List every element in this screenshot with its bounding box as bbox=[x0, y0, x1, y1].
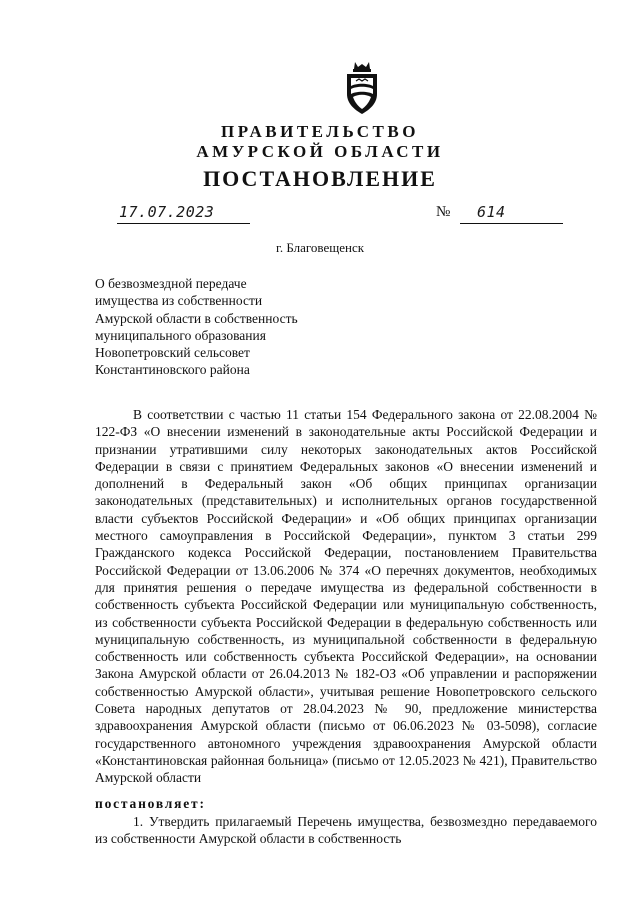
item-1-text: 1. Утвердить прилагаемый Перечень имущества, безвозмездно передаваемого из собственности Амурской области в собственность bbox=[95, 814, 597, 847]
government-name-line-1: ПРАВИТЕЛЬСТВО bbox=[221, 122, 419, 141]
decree-number-field bbox=[460, 204, 563, 224]
document-type-title: ПОСТАНОВЛЕНИЕ bbox=[203, 166, 437, 191]
subject-line: имущества из собственности bbox=[95, 293, 263, 309]
coat-of-arms-emblem bbox=[342, 60, 382, 116]
subject-line: муниципального образования bbox=[95, 327, 266, 343]
decree-date-field bbox=[117, 204, 250, 224]
subject-line: О безвозмездной передаче bbox=[95, 276, 247, 291]
preamble-text: В соответствии с частью 11 статьи 154 Федерального закона от 22.08.2004 № 122-ФЗ «О внесении изменений в законодательные акты Российской Федерации и признании утратившими силу некоторых законодательных актов Российской Федерации в связи с принятием Федеральных законов «О внесении изменений и дополнений в Федеральный закон «Об общих принципах организации законодательных (представительных) и исполнительных органов государственной власти субъектов Российской Федерации» и «Об общих принципах организации местного самоуправления в Российской Федерации», пунктом 3 статьи 299 Гражданского кодекса Российской Федерации, постановлением Правительства Российской Федерации от 13.06.2006 № 374 «О перечнях документов, необходимых для принятия решения о передаче имущества из федеральной собственности в собственность субъекта Российской Федерации или муниципальную собственность, из собственности субъекта Российской Федерации в федеральную собственность или муниципальную собственность, из муниципальной собственности в федеральную собственность или собственность субъекта Российской Федерации», на основании Закона Амурской области от 26.04.2013 № 182-ОЗ «Об управлении и распоряжении собственностью Амурской области», учитывая решение Новопетровского сельского Совета народных депутатов от 28.04.2023 № 90, предложение министерства здравоохранения Амурской области (письмо от 06.06.2023 № 03-5098), согласие государственного автономного учреждения здравоохранения Амурской области «Константиновская районная больница» (письмо от 12.05.2023 № 421), Правительство Амурской области bbox=[95, 407, 597, 786]
decree-number: 614 bbox=[477, 203, 506, 221]
city-name: г. Благовещенск bbox=[275, 240, 365, 255]
government-name-line-2: АМУРСКОЙ ОБЛАСТИ bbox=[196, 142, 444, 161]
number-sign: № bbox=[436, 204, 451, 220]
resolve-word: постановляет: bbox=[95, 796, 206, 811]
decree-date: 17.07.2023 bbox=[119, 203, 215, 221]
item-1-paragraph bbox=[95, 813, 597, 848]
subject-line: Новопетровский сельсовет bbox=[95, 345, 250, 361]
preamble-paragraph bbox=[95, 406, 597, 787]
decree-subject bbox=[95, 275, 298, 379]
subject-line: Константиновского района bbox=[95, 362, 250, 378]
subject-line: Амурской области в собственность bbox=[95, 310, 298, 326]
